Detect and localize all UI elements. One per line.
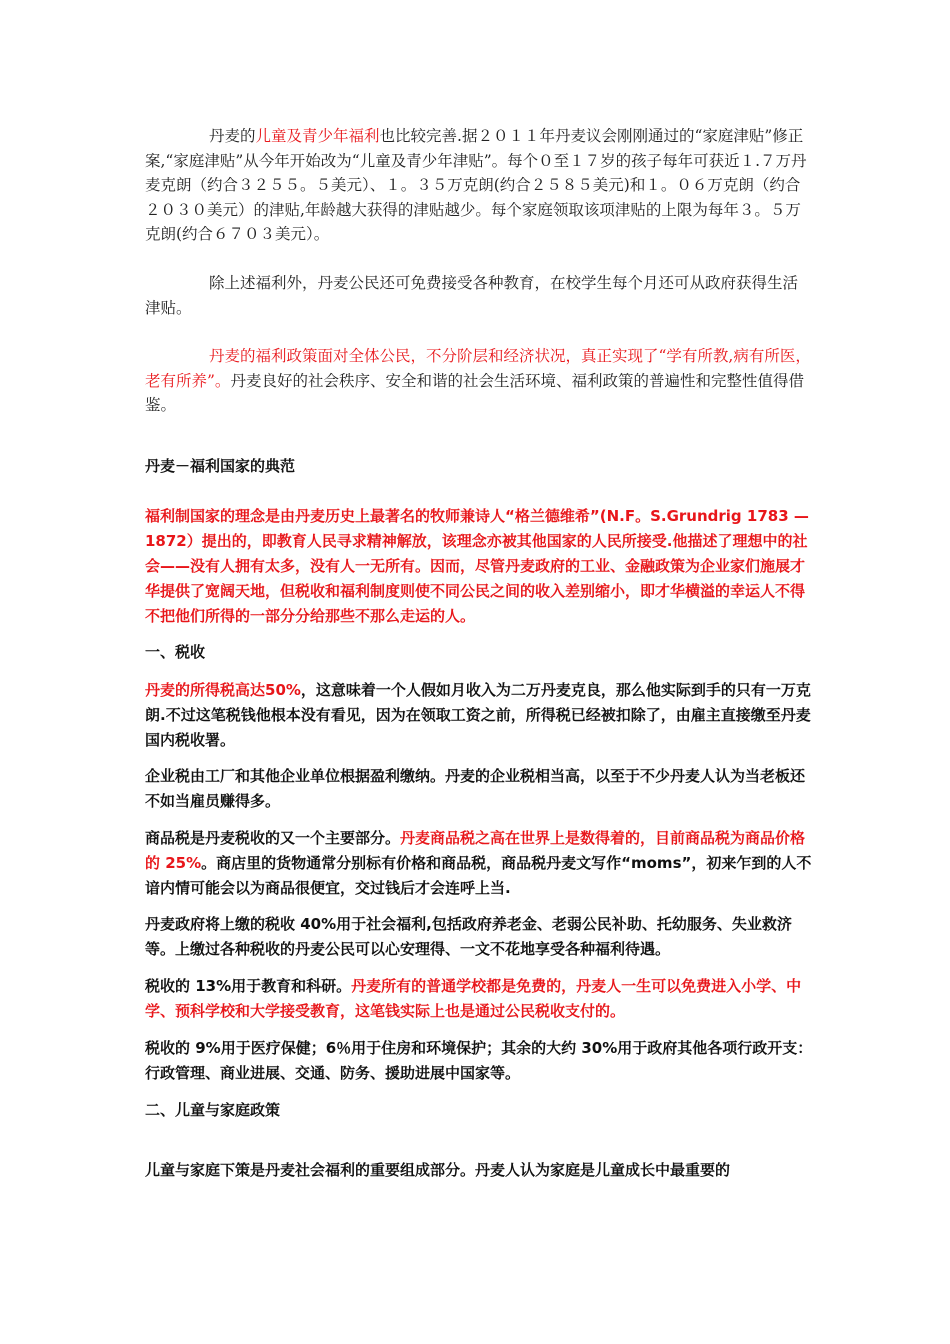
text-span: 税收的 13%用于教育和科研。 [145,977,352,995]
paragraph-child-family: 儿童与家庭下策是丹麦社会福利的重要组成部分。丹麦人认为家庭是儿童成长中最重要的 [145,1161,731,1179]
highlight-welfare-policy: 丹麦的福利政策面对全体公民，不分阶层和经济状况，真正实现了“学有所教,病有所医，老有所养”。 [145,347,811,390]
text-span: 丹麦良好的社会秩序、安全和谐的社会生活环境、福利政策的普遍性和完整性值得借鉴。 [145,371,804,414]
paragraph-income-tax [145,678,813,753]
section-title-tax: 一、税收 [145,643,206,661]
text-span: ，这意味着一个人假如月收入为二万丹麦克良，那么他实际到手的只有一万克朗.不过这笔税钱他根本没有看见，因为在领取工资之前，所得税已经被扣除了，由雇主直接缴至丹麦国内税收署。 [145,681,811,749]
heading-welfare-model: 丹麦－福利国家的典范 [145,457,296,475]
paragraph-welfare-policy [145,344,813,418]
paragraph-intro: 福利制国家的理念是由丹麦历史上最著名的牧师兼诗人“格兰德维希”(N.F。S.Grundrig 1783 — 1872）提出的，即教育人民寻求精神解放，该理念亦被其他国家的人民所接受.他描述了理想中的社会——没有人拥有太多，没有人一无所有。因而，尽管丹麦政府的工业、金融政策为企业家们施展才华提供了宽阔天地，但税收和福利制度则使不同公民之间的收入差别缩小，即才华横溢的幸运人不得不把他们所得的一部分分给那些不那么走运的人。 [145,507,809,625]
highlight-goods-tax: 丹麦商品税之高在世界上是数得着的，目前商品税为商品价格的 25% [145,829,806,872]
highlight-income-tax: 丹麦的所得税高达50% [145,681,301,699]
section-title-child-family: 二、儿童与家庭政策 [145,1101,281,1119]
paragraph-tax-welfare: 丹麦政府将上缴的税收 40%用于社会福利,包括政府养老金、老弱公民补助、托幼服务、失业救济等。上缴过各种税收的丹麦公民可以心安理得、一文不花地享受各种福利待遇。 [145,915,792,958]
paragraph-goods-tax [145,826,813,901]
highlight-child-welfare: 儿童及青少年福利 [255,127,380,145]
text-span: 也比较完善.据２０１１年丹麦议会刚刚通过的“家庭津贴”修正案,“家庭津贴”从今年开始改为“儿童及青少年津贴”。每个０至１７岁的孩子每年可获近１.７万丹麦克朗（约合３２５５。５美元）、１。３５万克朗(约合２５８５美元)和１。０６万克朗（约合２０３０美元）的津贴,年龄越大获得的津贴越少。每个家庭领取该项津贴的上限为每年３。５万克朗(约合６７０３美元）。 [145,127,807,243]
text-span: 丹麦的 [209,127,256,145]
paragraph-tax-other: 税收的 9%用于医疗保健；6％用于住房和环境保护；其余的大约 30%用于政府其他各项行政开支：行政管理、商业进展、交通、防务、援助进展中国家等。 [145,1039,813,1082]
paragraph-education: 除上述福利外，丹麦公民还可免费接受各种教育，在校学生每个月还可从政府获得生活津贴。 [145,274,799,317]
paragraph-child-welfare [145,124,813,247]
text-span: 。商店里的货物通常分别标有价格和商品税，商品税丹麦文写作“moms”，初来乍到的人不谙内情可能会以为商品很便宜，交过钱后才会连呼上当. [145,854,812,897]
paragraph-corporate-tax: 企业税由工厂和其他企业单位根据盈利缴纳。丹麦的企业税相当高，以至于不少丹麦人认为当老板还不如当雇员赚得多。 [145,767,806,810]
highlight-free-education: 丹麦所有的普通学校都是免费的，丹麦人一生可以免费进入小学、中学、预科学校和大学接受教育，这笔钱实际上也是通过公民税收支付的。 [145,977,802,1020]
text-span: 商品税是丹麦税收的又一个主要部分。 [145,829,401,847]
paragraph-tax-education [145,974,813,1024]
